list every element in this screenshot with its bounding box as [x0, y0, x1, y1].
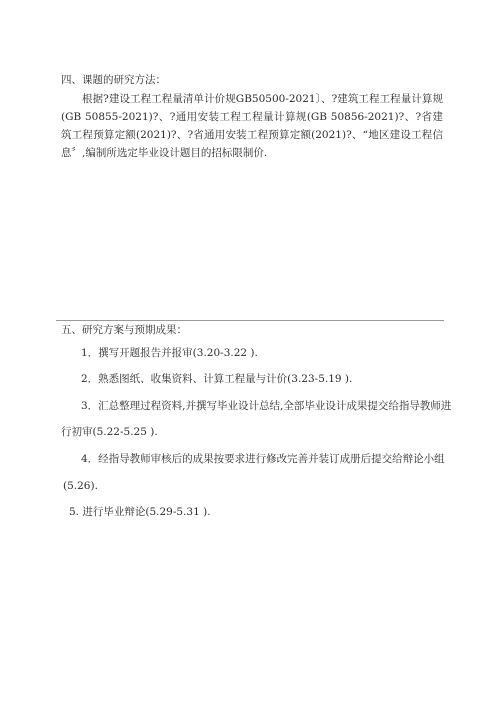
plan-item-1: 1．撰写开题报告并报审(3.20-3.22 ). — [81, 347, 258, 359]
plan-item-3-continuation: 行初审(5.22-5.25 ). — [61, 426, 158, 438]
section-heading-research-plan: 五、研究方案与预期成果： — [61, 324, 187, 336]
section-heading-research-methods: 四、课题的研究方法： — [61, 74, 166, 86]
plan-item-2: 2．熟悉图纸、收集资料、计算工程量与计价(3.23-5.19 ). — [81, 373, 353, 385]
plan-item-4: 4．经指导教师审核后的成果按要求进行修改完善并装订成册后提交给辩论小组 — [81, 453, 445, 465]
plan-item-4-continuation: (5.26). — [63, 480, 98, 492]
research-methods-paragraph: 根据?建设工程工程量清单计价规GB50500-2021〕、?建筑工程工程量计算规(GB 50855-2021)?、?通用安装工程工程量计算规(GB 50856-2021)?、?省建筑工程预算定额(2021)?、?省通用安装工程预算定额(2021)?、“地区建设工程信息〞,编制所选定毕业设计题目的招标限制价. — [61, 93, 443, 159]
plan-item-5: 5. 进行毕业辩论(5.29-5.31 ). — [69, 506, 211, 518]
section-divider — [56, 320, 444, 321]
plan-item-3: 3．汇总整理过程资料,并撰写毕业设计总结,全部毕业设计成果提交给指导教师进 — [81, 400, 452, 412]
